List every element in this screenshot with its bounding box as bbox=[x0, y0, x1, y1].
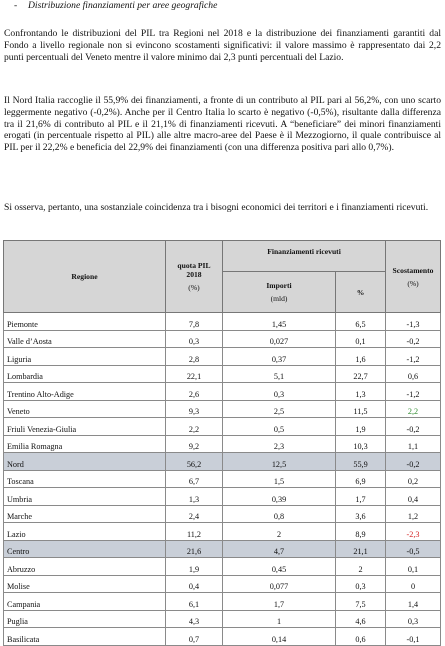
cell-regione: Toscana bbox=[4, 470, 166, 488]
cell-importi: 1 bbox=[223, 610, 336, 628]
cell-importi: 5,1 bbox=[223, 365, 336, 383]
cell-scostamento: -1,2 bbox=[386, 348, 441, 366]
cell-importi: 2,5 bbox=[223, 400, 336, 418]
cell-scostamento: -2,3 bbox=[386, 523, 441, 541]
cell-importi: 2,3 bbox=[223, 435, 336, 453]
cell-importi: 1,5 bbox=[223, 470, 336, 488]
cell-regione: Valle d’Aosta bbox=[4, 330, 166, 348]
header-importi-label: Importi bbox=[266, 281, 292, 290]
cell-pct: 0,3 bbox=[336, 575, 386, 593]
header-quota-unit: (%) bbox=[188, 283, 200, 292]
table-row-total bbox=[4, 453, 441, 471]
cell-pct: 6,5 bbox=[336, 313, 386, 331]
header-quota-line1: quota PIL bbox=[177, 261, 211, 270]
cell-quota-pil: 21,6 bbox=[166, 540, 223, 558]
cell-scostamento: 0,3 bbox=[386, 610, 441, 628]
cell-regione: Lazio bbox=[4, 523, 166, 541]
table-row bbox=[4, 435, 441, 453]
cell-quota-pil: 6,1 bbox=[166, 593, 223, 611]
cell-scostamento: -1,2 bbox=[386, 383, 441, 401]
cell-importi: 0,39 bbox=[223, 488, 336, 506]
cell-pct: 21,1 bbox=[336, 540, 386, 558]
heading-title: Distribuzione finanziamenti per aree geografiche bbox=[28, 0, 218, 11]
cell-scostamento: -0,2 bbox=[386, 453, 441, 471]
cell-pct: 22,7 bbox=[336, 365, 386, 383]
cell-pct: 8,9 bbox=[336, 523, 386, 541]
cell-pct: 3,6 bbox=[336, 505, 386, 523]
cell-scostamento: 0,2 bbox=[386, 470, 441, 488]
cell-quota-pil: 2,4 bbox=[166, 505, 223, 523]
cell-regione: Veneto bbox=[4, 400, 166, 418]
cell-quota-pil: 1,9 bbox=[166, 558, 223, 576]
cell-regione: Emilia Romagna bbox=[4, 435, 166, 453]
cell-importi: 0,077 bbox=[223, 575, 336, 593]
cell-quota-pil: 0,7 bbox=[166, 628, 223, 646]
cell-pct: 7,5 bbox=[336, 593, 386, 611]
cell-pct: 0,1 bbox=[336, 330, 386, 348]
header-scostamento-unit: (%) bbox=[407, 278, 419, 288]
cell-importi: 0,5 bbox=[223, 418, 336, 436]
paragraph-2: Il Nord Italia raccoglie il 55,9% dei finanziamenti, a fronte di un contributo al PIL pari al 56,2%, con uno scarto leggermente negativo (-0,2%). Anche per il Centro Italia lo scarto è negativo (-0,5%), risultante dalla differenza tra il 21,6% di contributo al PIL e il 21,1% di finanziamenti ricevuti. A “beneficiare” dei minori finanziamenti erogati (in percentuale rispetto al PIL) alle altre macro-aree del Paese è il Mezzogiorno, il quale contribuisce al PIL per il 22,2% e beneficia del 22,9% dei finanziamenti (con una differenza positiva pari allo 0,7%). bbox=[4, 95, 441, 154]
cell-pct: 10,3 bbox=[336, 435, 386, 453]
cell-scostamento: 0,6 bbox=[386, 365, 441, 383]
cell-quota-pil: 2,6 bbox=[166, 383, 223, 401]
header-regione: Regione bbox=[4, 241, 166, 313]
table-row bbox=[4, 418, 441, 436]
cell-regione: Basilicata bbox=[4, 628, 166, 646]
cell-scostamento: -0,2 bbox=[386, 418, 441, 436]
table-row bbox=[4, 558, 441, 576]
table-row bbox=[4, 348, 441, 366]
cell-quota-pil: 0,4 bbox=[166, 575, 223, 593]
table-row bbox=[4, 383, 441, 401]
header-quota-line2: 2018 bbox=[186, 270, 202, 279]
cell-quota-pil: 22,1 bbox=[166, 365, 223, 383]
cell-importi: 0,8 bbox=[223, 505, 336, 523]
cell-pct: 1,3 bbox=[336, 383, 386, 401]
cell-pct: 11,5 bbox=[336, 400, 386, 418]
cell-pct: 1,9 bbox=[336, 418, 386, 436]
cell-scostamento: 0,4 bbox=[386, 488, 441, 506]
cell-regione: Liguria bbox=[4, 348, 166, 366]
table-row bbox=[4, 628, 441, 646]
header-finanziamenti: Finanziamenti ricevuti bbox=[223, 241, 386, 272]
cell-pct: 2 bbox=[336, 558, 386, 576]
cell-importi: 0,027 bbox=[223, 330, 336, 348]
table-row-total bbox=[4, 540, 441, 558]
cell-importi: 4,7 bbox=[223, 540, 336, 558]
cell-importi: 0,14 bbox=[223, 628, 336, 646]
funding-distribution-table bbox=[3, 240, 441, 646]
cell-quota-pil: 2,2 bbox=[166, 418, 223, 436]
table-row bbox=[4, 470, 441, 488]
cell-importi: 12,5 bbox=[223, 453, 336, 471]
cell-scostamento: 0 bbox=[386, 575, 441, 593]
cell-quota-pil: 11,2 bbox=[166, 523, 223, 541]
cell-importi: 0,37 bbox=[223, 348, 336, 366]
table-row bbox=[4, 313, 441, 331]
header-pct: % bbox=[336, 272, 386, 313]
cell-scostamento: 1,1 bbox=[386, 435, 441, 453]
cell-regione: Umbria bbox=[4, 488, 166, 506]
cell-regione: Campania bbox=[4, 593, 166, 611]
cell-quota-pil: 9,3 bbox=[166, 400, 223, 418]
header-importi bbox=[223, 272, 336, 313]
cell-scostamento: 2,2 bbox=[386, 400, 441, 418]
cell-regione: Piemonte bbox=[4, 313, 166, 331]
table-row bbox=[4, 330, 441, 348]
cell-scostamento: 1,2 bbox=[386, 505, 441, 523]
table-row bbox=[4, 523, 441, 541]
cell-regione: Friuli Venezia-Giulia bbox=[4, 418, 166, 436]
cell-regione: Puglia bbox=[4, 610, 166, 628]
header-scostamento bbox=[386, 241, 441, 313]
table-body bbox=[4, 313, 441, 646]
cell-quota-pil: 1,3 bbox=[166, 488, 223, 506]
cell-importi: 1,7 bbox=[223, 593, 336, 611]
cell-pct: 55,9 bbox=[336, 453, 386, 471]
cell-scostamento: -0,1 bbox=[386, 628, 441, 646]
header-scostamento-label: Scostamento bbox=[392, 265, 434, 275]
cell-scostamento: 1,4 bbox=[386, 593, 441, 611]
cell-pct: 1,6 bbox=[336, 348, 386, 366]
cell-quota-pil: 4,3 bbox=[166, 610, 223, 628]
cell-pct: 4,6 bbox=[336, 610, 386, 628]
table-row bbox=[4, 488, 441, 506]
cell-scostamento: -0,5 bbox=[386, 540, 441, 558]
cell-scostamento: 0,1 bbox=[386, 558, 441, 576]
cell-scostamento: -0,2 bbox=[386, 330, 441, 348]
cell-importi: 0,45 bbox=[223, 558, 336, 576]
cell-pct: 0,6 bbox=[336, 628, 386, 646]
cell-importi: 1,45 bbox=[223, 313, 336, 331]
cell-importi: 2 bbox=[223, 523, 336, 541]
paragraph-3: Si osserva, pertanto, una sostanziale coincidenza tra i bisogni economici dei territori e i finanziamenti ricevuti. bbox=[4, 202, 429, 213]
cell-regione: Abruzzo bbox=[4, 558, 166, 576]
cell-importi: 0,3 bbox=[223, 383, 336, 401]
cell-regione: Nord bbox=[4, 453, 166, 471]
header-quota-pil bbox=[166, 241, 223, 313]
cell-regione: Trentino Alto-Adige bbox=[4, 383, 166, 401]
cell-quota-pil: 0,3 bbox=[166, 330, 223, 348]
cell-pct: 6,9 bbox=[336, 470, 386, 488]
header-importi-unit: (mld) bbox=[270, 294, 288, 303]
cell-quota-pil: 6,7 bbox=[166, 470, 223, 488]
cell-quota-pil: 56,2 bbox=[166, 453, 223, 471]
paragraph-1: Confrontando le distribuzioni del PIL tra Regioni nel 2018 e la distribuzione dei finanziamenti garantiti dal Fondo a livello regionale non si evincono scostamenti significativi: il valore massimo è rappresentato dai 2,2 punti percentuali del Veneto mentre il valore minimo dai 2,3 punti percentuali del Lazio. bbox=[4, 28, 441, 63]
cell-regione: Lombardia bbox=[4, 365, 166, 383]
cell-quota-pil: 7,8 bbox=[166, 313, 223, 331]
table-row bbox=[4, 610, 441, 628]
cell-regione: Molise bbox=[4, 575, 166, 593]
cell-quota-pil: 2,8 bbox=[166, 348, 223, 366]
cell-pct: 1,7 bbox=[336, 488, 386, 506]
table-row bbox=[4, 365, 441, 383]
table-row bbox=[4, 575, 441, 593]
table-row bbox=[4, 505, 441, 523]
cell-regione: Centro bbox=[4, 540, 166, 558]
cell-regione: Marche bbox=[4, 505, 166, 523]
section-heading bbox=[14, 0, 217, 11]
cell-quota-pil: 9,2 bbox=[166, 435, 223, 453]
table-row bbox=[4, 400, 441, 418]
heading-dash: - bbox=[14, 0, 18, 11]
table-row bbox=[4, 593, 441, 611]
cell-scostamento: -1,3 bbox=[386, 313, 441, 331]
